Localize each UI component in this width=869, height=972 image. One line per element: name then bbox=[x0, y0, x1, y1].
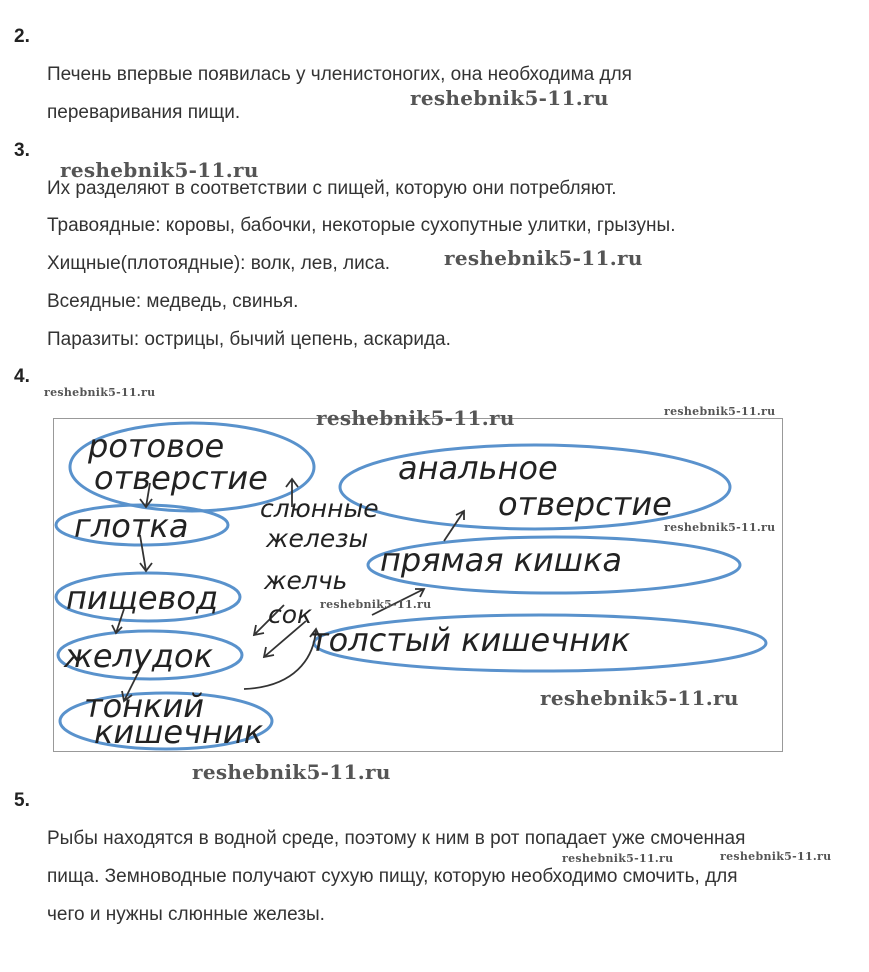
arrow-small-large bbox=[244, 629, 320, 689]
organ-small-intestine-1: тонкий bbox=[84, 687, 205, 725]
organ-mouth-1: ротовое bbox=[88, 427, 225, 465]
gland-bile: желчь bbox=[264, 566, 348, 595]
organ-mouth-2: отверстие bbox=[94, 459, 268, 497]
organ-anus-2: отверстие bbox=[498, 485, 672, 523]
gland-juice: сок bbox=[268, 600, 313, 629]
paragraph-line: пища. Земноводные получают сухую пищу, которую необходимо смочить, для bbox=[47, 866, 738, 887]
watermark: reshebnik5-11.ru bbox=[316, 406, 515, 430]
gland-salivary-2: железы bbox=[266, 524, 369, 553]
paragraph-line: переваривания пищи. bbox=[47, 102, 241, 123]
paragraph-line: Их разделяют в соответствии с пищей, которую они потребляют. bbox=[47, 178, 617, 199]
watermark: reshebnik5-11.ru bbox=[60, 158, 259, 182]
watermark: reshebnik5-11.ru bbox=[664, 521, 776, 534]
watermark: reshebnik5-11.ru bbox=[410, 86, 609, 110]
paragraph-line: чего и нужны слюнные железы. bbox=[47, 904, 325, 925]
watermark: reshebnik5-11.ru bbox=[44, 386, 156, 399]
section-number-2: 2. bbox=[14, 26, 30, 47]
paragraph-line: Травоядные: коровы, бабочки, некоторые сухопутные улитки, грызуны. bbox=[47, 215, 676, 236]
paragraph-line: Паразиты: острицы, бычий цепень, аскарида. bbox=[47, 329, 451, 350]
section-number-4: 4. bbox=[14, 366, 30, 387]
watermark: reshebnik5-11.ru bbox=[192, 760, 391, 784]
paragraph-line: Всеядные: медведь, свинья. bbox=[47, 291, 299, 312]
paragraph-line: Хищные(плотоядные): волк, лев, лиса. bbox=[47, 253, 391, 274]
section-number-3: 3. bbox=[14, 140, 30, 161]
section-number-5: 5. bbox=[14, 790, 30, 811]
watermark: reshebnik5-11.ru bbox=[562, 852, 674, 865]
watermark: reshebnik5-11.ru bbox=[540, 686, 739, 710]
organ-small-intestine-2: кишечник bbox=[94, 713, 264, 751]
organ-stomach: желудок bbox=[64, 637, 213, 675]
watermark: reshebnik5-11.ru bbox=[444, 246, 643, 270]
watermark: reshebnik5-11.ru bbox=[320, 598, 432, 611]
watermark: reshebnik5-11.ru bbox=[664, 405, 776, 418]
watermark: reshebnik5-11.ru bbox=[720, 850, 832, 863]
paragraph-line: Печень впервые появилась у членистоногих, она необходима для bbox=[47, 64, 632, 85]
gland-salivary-1: слюнные bbox=[260, 494, 379, 523]
organ-large-intestine: толстый кишечник bbox=[310, 621, 631, 659]
organ-pharynx: глотка bbox=[74, 507, 189, 545]
organ-esophagus: пищевод bbox=[66, 579, 219, 617]
paragraph-line: Рыбы находятся в водной среде, поэтому к ним в рот попадает уже смоченная bbox=[47, 828, 746, 849]
organ-anus-1: анальное bbox=[398, 449, 558, 487]
organ-rectum: прямая кишка bbox=[380, 541, 622, 579]
